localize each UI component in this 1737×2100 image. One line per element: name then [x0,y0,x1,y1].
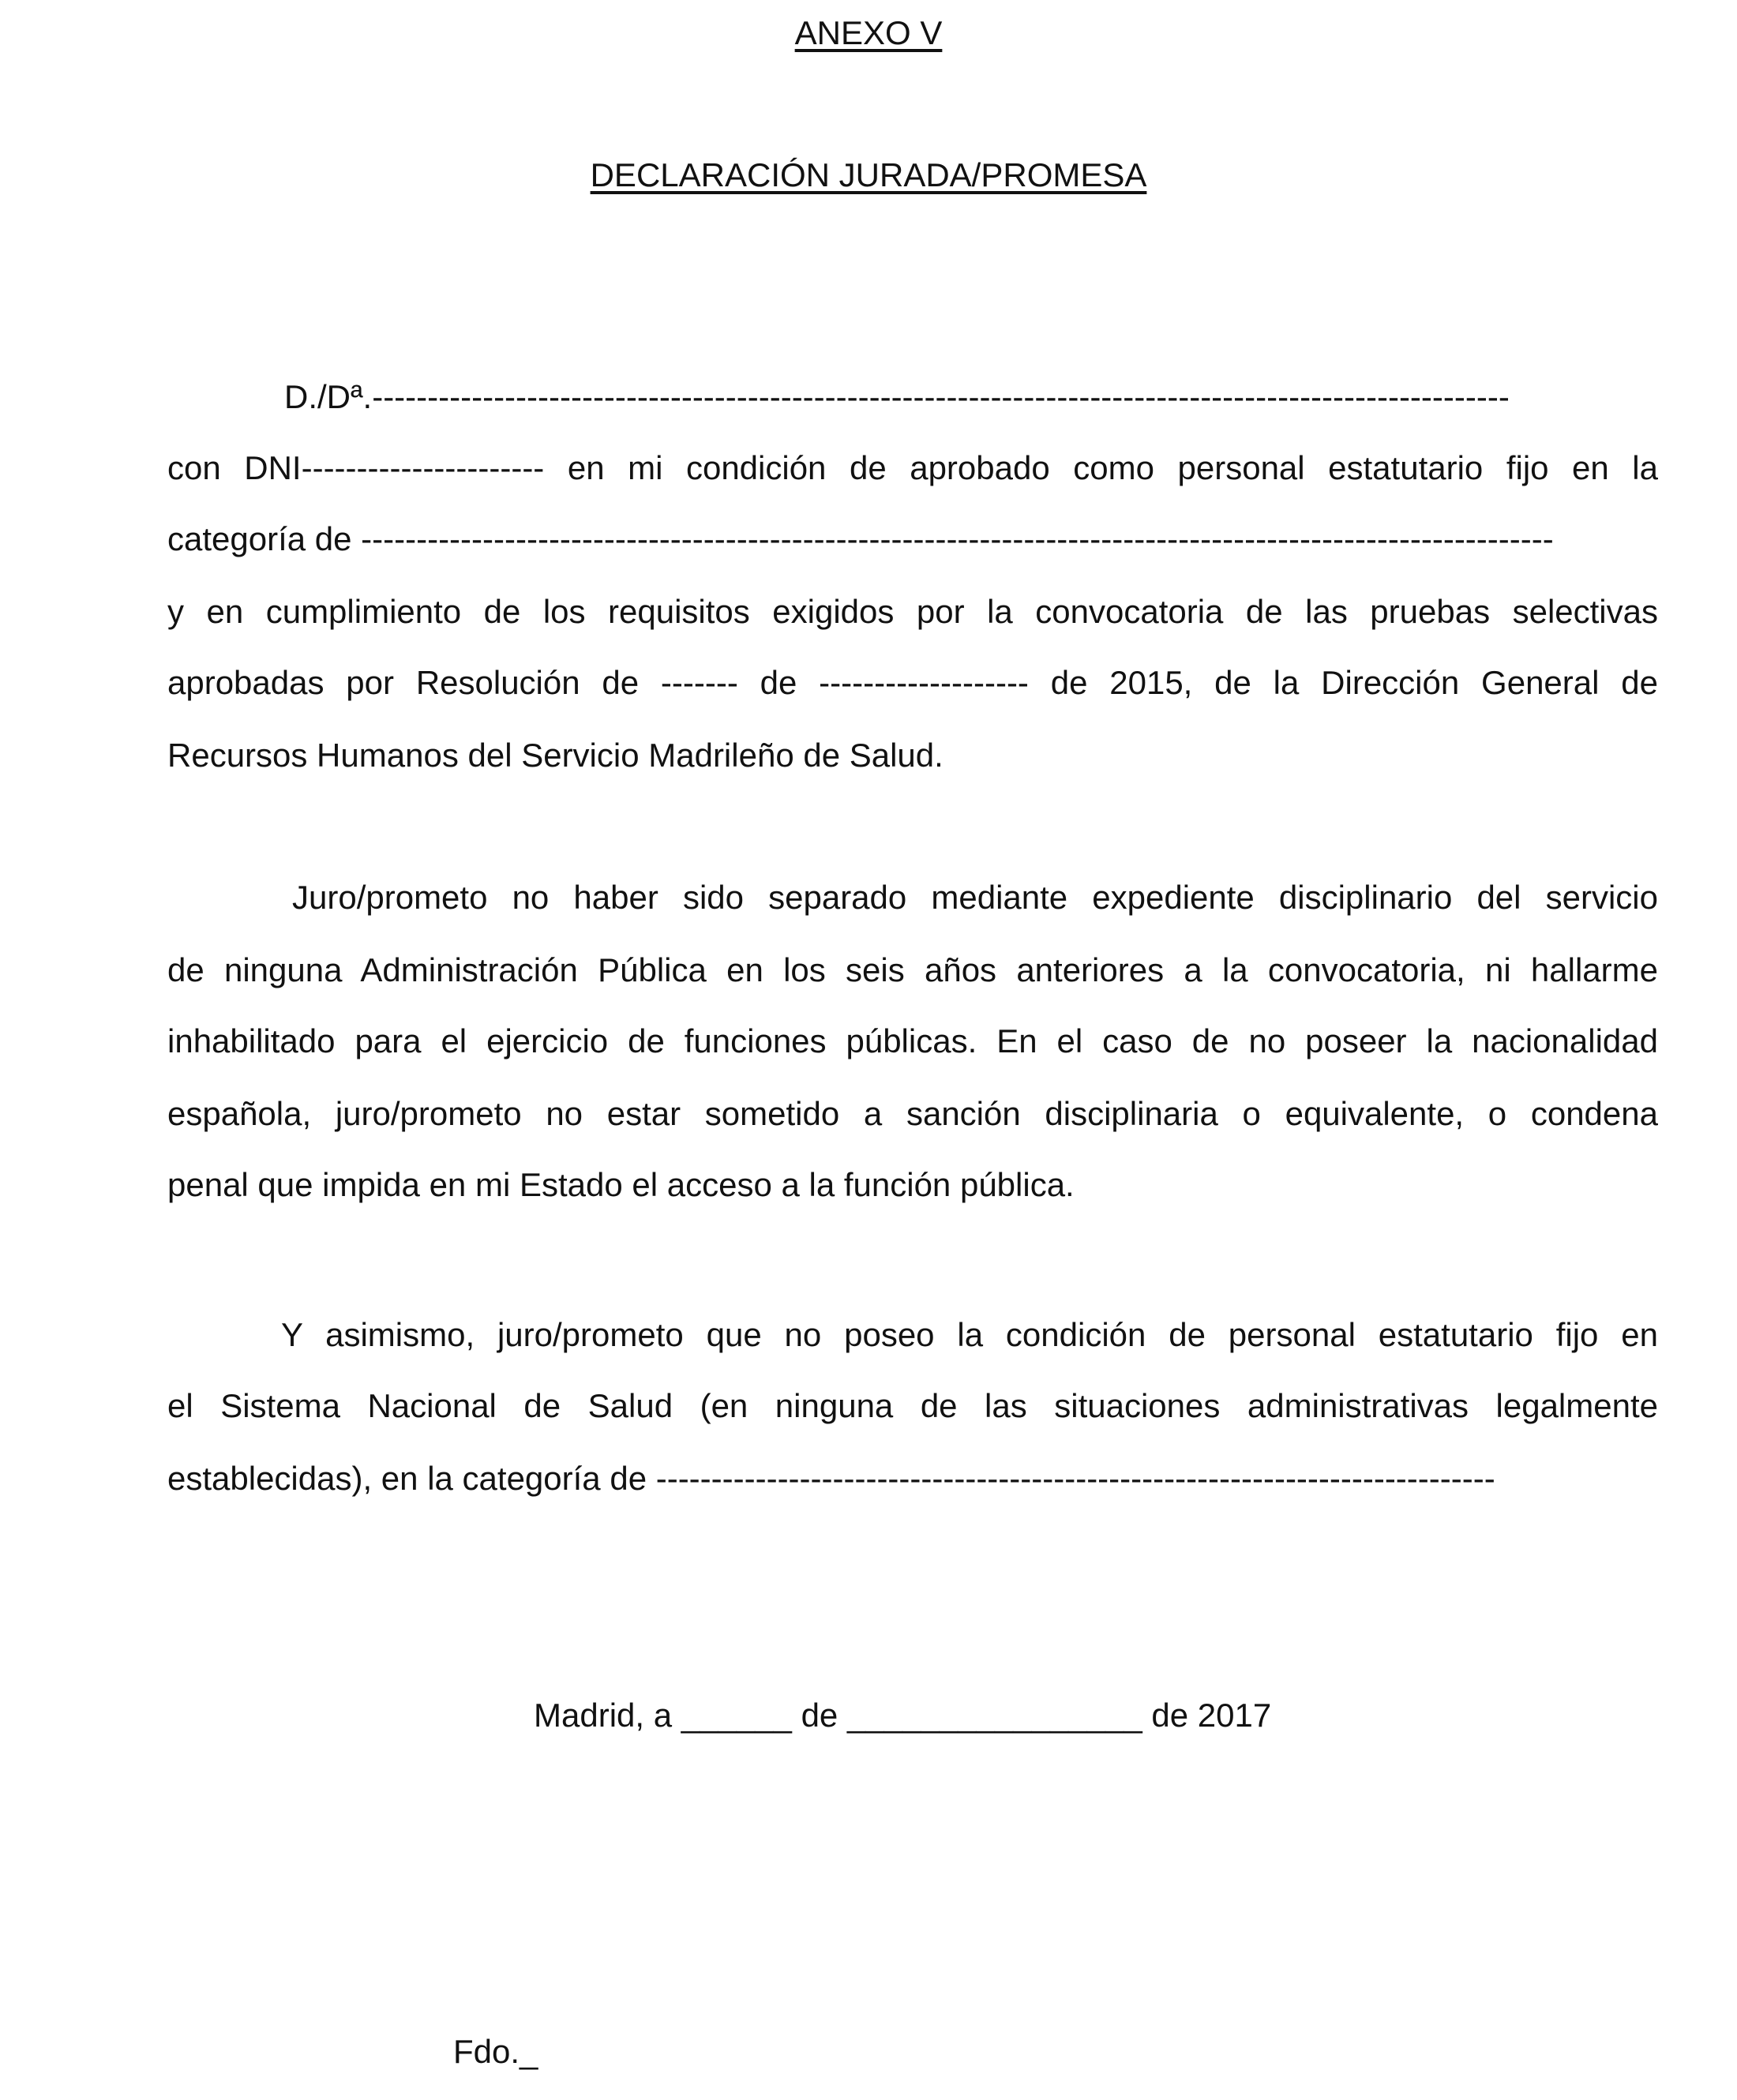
paragraph3-line: establecidas), en la categoría de ---------------------------------------------------------------------------- [167,1460,1495,1497]
signature-line: Fdo._ [453,2033,538,2070]
paragraph2-line: de ninguna Administración Pública en los seis años anteriores a la convocatoria, ni hallarme [167,951,1658,988]
paragraph1-line: aprobadas por Resolución de ------- de ------------------- de 2015, de la Dirección General de [167,664,1658,701]
date-line: Madrid, a ______ de ________________ de 2017 [534,1697,1272,1734]
paragraph2-line: española, juro/prometo no estar sometido a sanción disciplinaria o equivalente, o condena [167,1095,1658,1132]
paragraph3-line: el Sistema Nacional de Salud (en ninguna de las situaciones administrativas legalmente [167,1387,1658,1424]
name-line: D./Dª.------------------------------------------------------------------------------------------------------- [284,378,1510,415]
paragraph1-line: y en cumplimiento de los requisitos exigidos por la convocatoria de las pruebas selectivas [167,593,1658,630]
paragraph2-line: Juro/prometo no haber sido separado mediante expediente disciplinario del servicio [292,879,1658,916]
paragraph1-line: Recursos Humanos del Servicio Madrileño de Salud. [167,737,944,774]
paragraph2-line: penal que impida en mi Estado el acceso a la función pública. [167,1166,1075,1203]
paragraph1-line: categoría de ------------------------------------------------------------------------------------------------------------ [167,520,1554,557]
annex-title: ANEXO V [794,14,943,51]
paragraph1-line: con DNI---------------------- en mi condición de aprobado como personal estatutario fijo en la [167,449,1658,486]
paragraph3-line: Y asimismo, juro/prometo que no poseo la condición de personal estatutario fijo en [281,1316,1658,1353]
declaration-title: DECLARACIÓN JURADA/PROMESA [590,156,1147,193]
paragraph2-line: inhabilitado para el ejercicio de funciones públicas. En el caso de no poseer la nacionalidad [167,1022,1658,1059]
